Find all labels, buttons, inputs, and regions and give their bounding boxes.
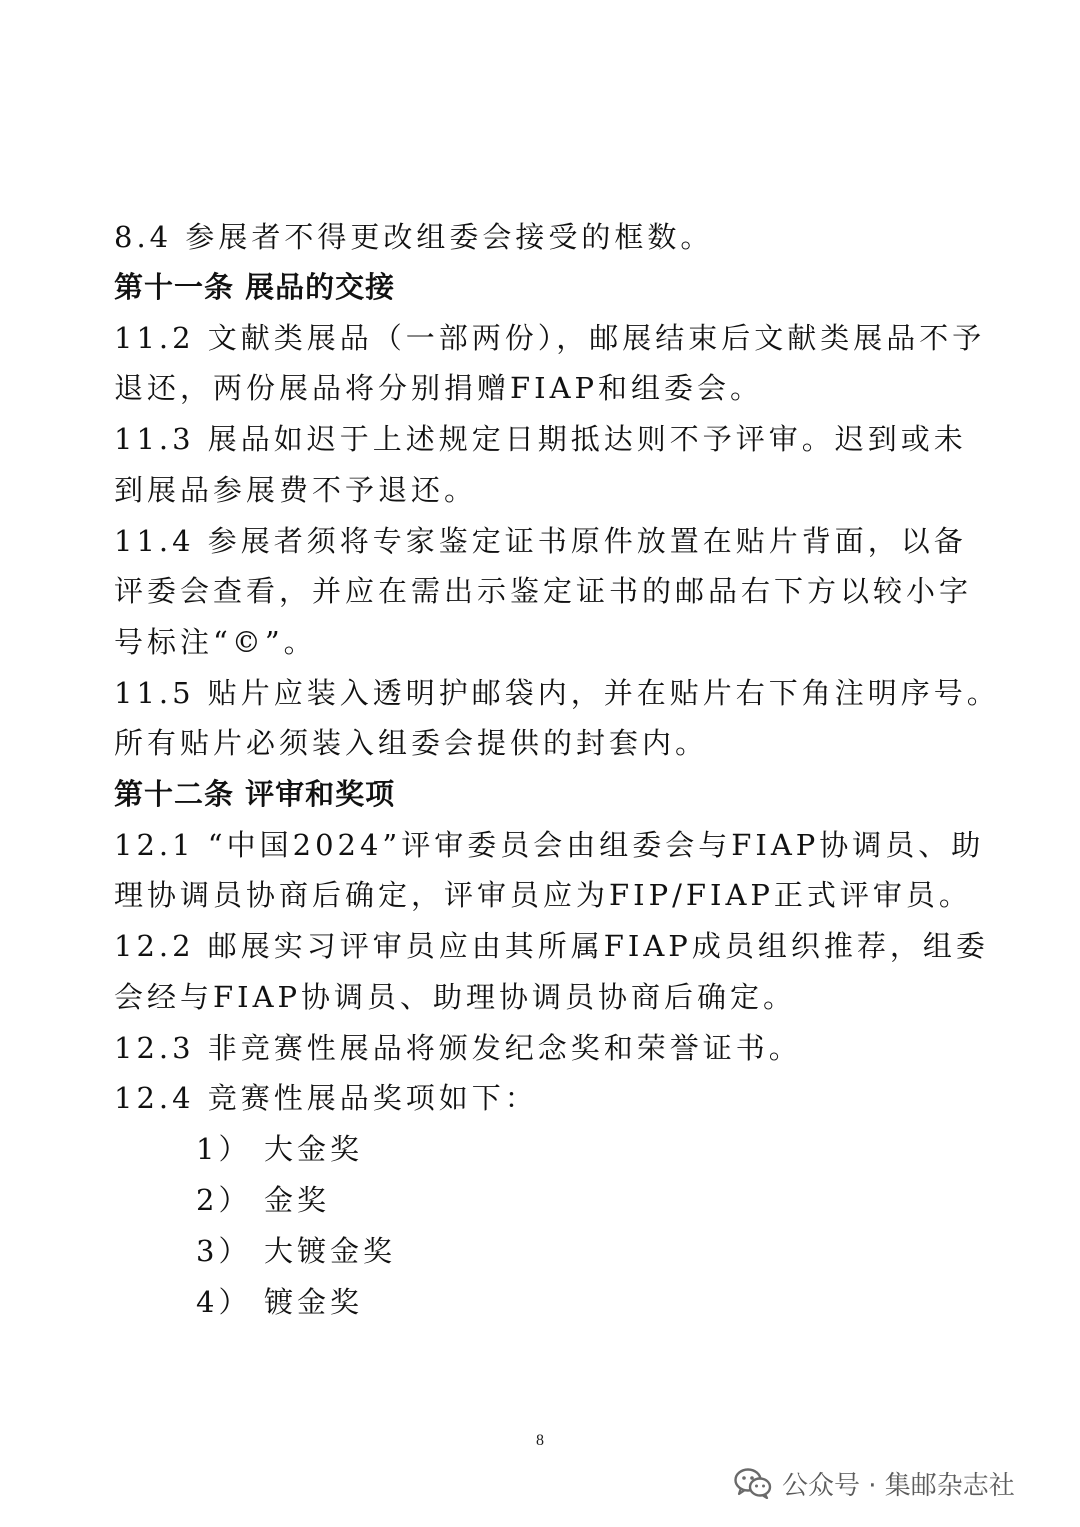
clause-11-5-line-1: 11.5 贴片应装入透明护邮袋内，并在贴片右下角注明序号。 [114,676,1000,710]
section-heading-12: 第十二条 评审和奖项 [114,777,396,811]
wechat-icon [734,1467,772,1499]
clause-12-4: 12.4 竞赛性展品奖项如下： [114,1081,538,1115]
watermark-text: 公众号 · 集邮杂志社 [782,1470,1015,1501]
award-item [196,1182,330,1218]
clause-12-2-line-2: 会经与FIAP协调员、助理协调员协商后确定。 [114,980,797,1014]
clause-11-2-line-2: 退还，两份展品将分别捐赠FIAP和组委会。 [114,371,764,405]
award-name: 大金奖 [264,1132,364,1166]
award-name: 镀金奖 [264,1285,364,1319]
award-number: 3） [196,1234,252,1268]
wechat-watermark [734,1463,1015,1503]
award-number: 1） [196,1132,252,1166]
page-number: 8 [536,1432,544,1449]
clause-11-5-line-2: 所有贴片必须装入组委会提供的封套内。 [114,726,709,760]
award-item [196,1233,396,1269]
award-name: 金奖 [264,1183,331,1217]
section-heading-11: 第十一条 展品的交接 [114,270,396,304]
clause-11-4-line-1: 11.4 参展者须将专家鉴定证书原件放置在贴片背面，以备 [114,524,967,558]
clause-11-3-line-1: 11.3 展品如迟于上述规定日期抵达则不予评审。迟到或未 [114,422,967,456]
award-item [196,1284,363,1320]
award-number: 2） [196,1183,252,1217]
award-item [196,1131,363,1167]
clause-11-2-line-1: 11.2 文献类展品（一部两份），邮展结束后文献类展品不予 [114,321,986,355]
award-number: 4） [196,1285,252,1319]
clause-11-3-line-2: 到展品参展费不予退还。 [114,473,478,507]
clause-12-1-line-2: 理协调员协商后确定，评审员应为FIP/FIAP正式评审员。 [114,878,972,912]
clause-11-4-line-2: 评委会查看，并应在需出示鉴定证书的邮品右下方以较小字 [114,574,973,608]
clause-12-3: 12.3 非竞赛性展品将颁发纪念奖和荣誉证书。 [114,1031,802,1065]
clause-11-4-line-3: 号标注“©”。 [114,625,317,659]
clause-12-1-line-1: 12.1 “中国2024”评审委员会由组委会与FIAP协调员、助 [114,828,985,862]
clause-8-4: 8.4 参展者不得更改组委会接受的框数。 [114,220,714,254]
clause-12-2-line-1: 12.2 邮展实习评审员应由其所属FIAP成员组织推荐，组委 [114,929,989,963]
award-name: 大镀金奖 [264,1234,397,1268]
